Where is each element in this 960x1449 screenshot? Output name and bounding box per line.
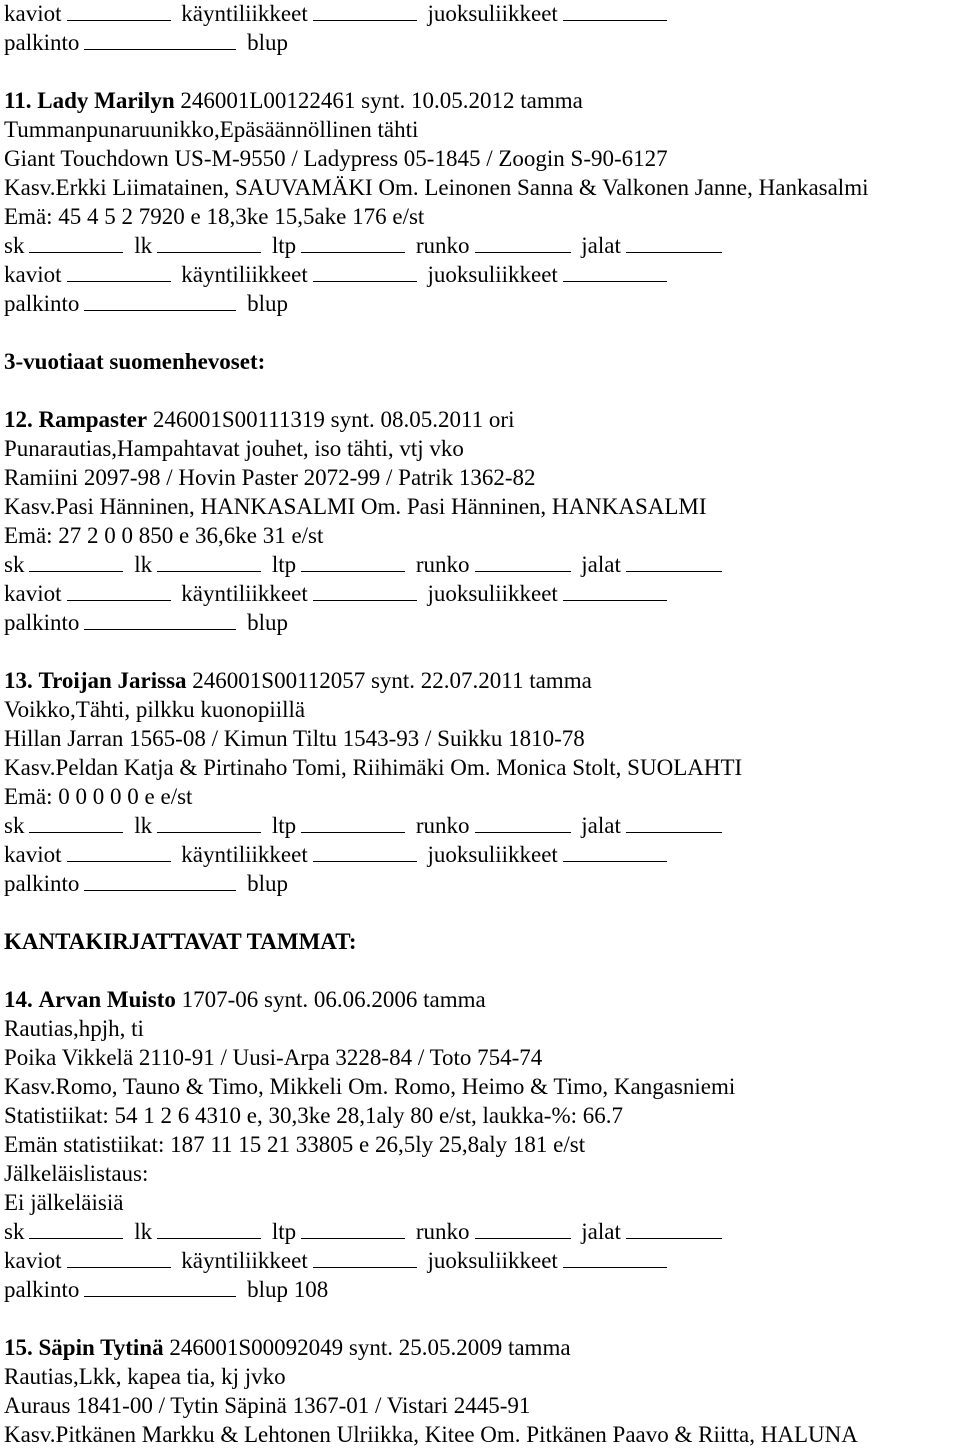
entry-number: 11. (4, 88, 32, 113)
entry-number: 14. (4, 987, 33, 1012)
horse-color: Tummanpunaruunikko,Epäsäännöllinen tähti (4, 117, 419, 142)
juoksuliikkeet-label: juoksuliikkeet (427, 842, 558, 867)
jalat-label: jalat (581, 552, 621, 577)
form-row-kaviot (4, 1246, 954, 1275)
horse-pedigree: Hillan Jarran 1565-08 / Kimun Tiltu 1543-93 / Suikku 1810-78 (4, 726, 585, 751)
lk-label: lk (134, 1219, 153, 1244)
palkinto-label: palkinto (4, 610, 80, 635)
form-row-sk (4, 811, 954, 840)
palkinto-label: palkinto (4, 30, 80, 55)
spacer (4, 637, 954, 666)
entry-details: 246001S00111319 synt. 08.05.2011 ori (147, 407, 515, 432)
horse-pedigree: Poika Vikkelä 2110-91 / Uusi-Arpa 3228-84 / Toto 754-74 (4, 1045, 543, 1070)
palkinto-blank (84, 291, 236, 311)
sk-label: sk (4, 233, 25, 258)
kaviot-label: kaviot (4, 1248, 62, 1273)
jalat-label: jalat (581, 1219, 621, 1244)
form-row-palkinto (4, 608, 954, 637)
spacer (4, 376, 954, 405)
horse-breeder: Kasv.Pitkänen Markku & Lehtonen Ulriikka, Kitee Om. Pitkänen Paavo & Riitta, HALUNA (4, 1422, 858, 1447)
spacer (4, 318, 954, 347)
entry-details: 246001S00112057 synt. 22.07.2011 tamma (186, 668, 592, 693)
ltp-blank (301, 552, 405, 572)
form-row-palkinto (4, 28, 954, 57)
entry-details: 246001S00092049 synt. 25.05.2009 tamma (163, 1335, 571, 1360)
entry-number: 13. (4, 668, 33, 693)
dam-info: Emä: 45 4 5 2 7920 e 18,3ke 15,5ake 176 e/st (4, 204, 425, 229)
kayntiliikkeet-blank (313, 1248, 417, 1268)
sk-blank (29, 233, 123, 253)
kaviot-blank (67, 842, 171, 862)
form-row-sk (4, 550, 954, 579)
jalat-blank (626, 813, 722, 833)
entry-header (4, 86, 954, 115)
horse-pedigree: Auraus 1841-00 / Tytin Säpinä 1367-01 / Vistari 2445-91 (4, 1393, 531, 1418)
sk-blank (29, 1219, 123, 1239)
kayntiliikkeet-label: käyntiliikkeet (181, 262, 308, 287)
form-row-kaviot (4, 0, 954, 28)
kayntiliikkeet-label: käyntiliikkeet (181, 1248, 308, 1273)
ltp-label: ltp (271, 813, 297, 838)
entry-header (4, 1333, 954, 1362)
blup-label: blup (247, 871, 289, 896)
kaviot-label: kaviot (4, 1, 62, 26)
horse-breeder: Kasv.Romo, Tauno & Timo, Mikkeli Om. Romo, Heimo & Timo, Kangasniemi (4, 1074, 736, 1099)
juoksuliikkeet-label: juoksuliikkeet (427, 1, 558, 26)
palkinto-blank (84, 871, 236, 891)
runko-blank (475, 233, 571, 253)
runko-label: runko (415, 1219, 470, 1244)
juoksuliikkeet-label: juoksuliikkeet (427, 1248, 558, 1273)
juoksuliikkeet-blank (563, 842, 667, 862)
blup-label: blup (247, 30, 289, 55)
form-row-palkinto (4, 869, 954, 898)
blup-label: blup (247, 610, 289, 635)
jalat-blank (626, 552, 722, 572)
form-row-palkinto (4, 1275, 954, 1304)
offspring-list: Ei jälkeläisiä (4, 1190, 124, 1215)
lk-label: lk (134, 233, 153, 258)
runko-blank (475, 813, 571, 833)
entry-details: 1707-06 synt. 06.06.2006 tamma (175, 987, 486, 1012)
spacer (4, 956, 954, 985)
horse-name: Rampaster (38, 407, 148, 432)
kaviot-label: kaviot (4, 842, 62, 867)
runko-blank (475, 552, 571, 572)
spacer (4, 898, 954, 927)
lk-blank (157, 813, 261, 833)
ltp-label: ltp (271, 552, 297, 577)
sk-label: sk (4, 1219, 25, 1244)
kaviot-label: kaviot (4, 581, 62, 606)
horse-pedigree: Giant Touchdown US-M-9550 / Ladypress 05-1845 / Zoogin S-90-6127 (4, 146, 668, 171)
palkinto-blank (84, 30, 236, 50)
jalat-label: jalat (581, 813, 621, 838)
form-row-sk (4, 1217, 954, 1246)
form-row-kaviot (4, 579, 954, 608)
lk-blank (157, 1219, 261, 1239)
palkinto-blank (84, 610, 236, 630)
form-row-sk (4, 231, 954, 260)
palkinto-label: palkinto (4, 871, 80, 896)
sk-blank (29, 813, 123, 833)
palkinto-blank (84, 1277, 236, 1297)
kaviot-blank (67, 262, 171, 282)
entry-header (4, 405, 954, 434)
dam-info: Emä: 0 0 0 0 0 e e/st (4, 784, 193, 809)
form-row-palkinto (4, 289, 954, 318)
horse-breeder: Kasv.Pasi Hänninen, HANKASALMI Om. Pasi Hänninen, HANKASALMI (4, 494, 707, 519)
horse-name: Säpin Tytinä (38, 1335, 164, 1360)
sk-label: sk (4, 552, 25, 577)
runko-label: runko (415, 552, 470, 577)
spacer (4, 57, 954, 86)
section-heading: 3-vuotiaat suomenhevoset: (4, 349, 266, 374)
entry-header (4, 985, 954, 1014)
palkinto-label: palkinto (4, 1277, 80, 1302)
spacer (4, 1304, 954, 1333)
entry-header (4, 666, 954, 695)
horse-statistics: Statistiikat: 54 1 2 6 4310 e, 30,3ke 28,1aly 80 e/st, laukka-%: 66.7 (4, 1103, 624, 1128)
ltp-label: ltp (271, 1219, 297, 1244)
lk-blank (157, 233, 261, 253)
ltp-blank (301, 813, 405, 833)
lk-blank (157, 552, 261, 572)
juoksuliikkeet-label: juoksuliikkeet (427, 581, 558, 606)
horse-color: Voikko,Tähti, pilkku kuonopiillä (4, 697, 306, 722)
entry-details: 246001L00122461 synt. 10.05.2012 tamma (174, 88, 583, 113)
kayntiliikkeet-label: käyntiliikkeet (181, 581, 308, 606)
kayntiliikkeet-label: käyntiliikkeet (181, 842, 308, 867)
entry-number: 12. (4, 407, 33, 432)
sk-blank (29, 552, 123, 572)
kayntiliikkeet-blank (313, 581, 417, 601)
ltp-blank (301, 233, 405, 253)
ltp-label: ltp (271, 233, 297, 258)
horse-breeder: Kasv.Peldan Katja & Pirtinaho Tomi, Riihimäki Om. Monica Stolt, SUOLAHTI (4, 755, 743, 780)
runko-label: runko (415, 813, 470, 838)
kayntiliikkeet-blank (313, 262, 417, 282)
blup-value: 108 (293, 1277, 329, 1302)
horse-color: Rautias,hpjh, ti (4, 1016, 144, 1041)
runko-blank (475, 1219, 571, 1239)
kayntiliikkeet-blank (313, 1, 417, 21)
horse-color: Rautias,Lkk, kapea tia, kj jvko (4, 1364, 286, 1389)
runko-label: runko (415, 233, 470, 258)
kaviot-blank (67, 1248, 171, 1268)
dam-statistics: Emän statistiikat: 187 11 15 21 33805 e 26,5ly 25,8aly 181 e/st (4, 1132, 586, 1157)
form-row-kaviot (4, 840, 954, 869)
entry-number: 15. (4, 1335, 33, 1360)
juoksuliikkeet-blank (563, 1248, 667, 1268)
lk-label: lk (134, 552, 153, 577)
dam-info: Emä: 27 2 0 0 850 e 36,6ke 31 e/st (4, 523, 324, 548)
blup-label: blup (247, 1277, 289, 1302)
palkinto-label: palkinto (4, 291, 80, 316)
horse-pedigree: Ramiini 2097-98 / Hovin Paster 2072-99 / Patrik 1362-82 (4, 465, 536, 490)
ltp-blank (301, 1219, 405, 1239)
horse-name: Lady Marilyn (37, 88, 175, 113)
juoksuliikkeet-blank (563, 581, 667, 601)
jalat-label: jalat (581, 233, 621, 258)
offspring-label: Jälkeläislistaus: (4, 1161, 149, 1186)
horse-name: Troijan Jarissa (38, 668, 187, 693)
sk-label: sk (4, 813, 25, 838)
document-page (4, 0, 954, 1449)
horse-color: Punarautias,Hampahtavat jouhet, iso tähti, vtj vko (4, 436, 464, 461)
kayntiliikkeet-blank (313, 842, 417, 862)
horse-name: Arvan Muisto (38, 987, 176, 1012)
horse-breeder: Kasv.Erkki Liimatainen, SAUVAMÄKI Om. Leinonen Sanna & Valkonen Janne, Hankasalmi (4, 175, 869, 200)
form-row-kaviot (4, 260, 954, 289)
kayntiliikkeet-label: käyntiliikkeet (181, 1, 308, 26)
juoksuliikkeet-label: juoksuliikkeet (427, 262, 558, 287)
juoksuliikkeet-blank (563, 1, 667, 21)
kaviot-blank (67, 1, 171, 21)
jalat-blank (626, 1219, 722, 1239)
jalat-blank (626, 233, 722, 253)
juoksuliikkeet-blank (563, 262, 667, 282)
kaviot-blank (67, 581, 171, 601)
section-heading: KANTAKIRJATTAVAT TAMMAT: (4, 929, 357, 954)
blup-label: blup (247, 291, 289, 316)
kaviot-label: kaviot (4, 262, 62, 287)
lk-label: lk (134, 813, 153, 838)
